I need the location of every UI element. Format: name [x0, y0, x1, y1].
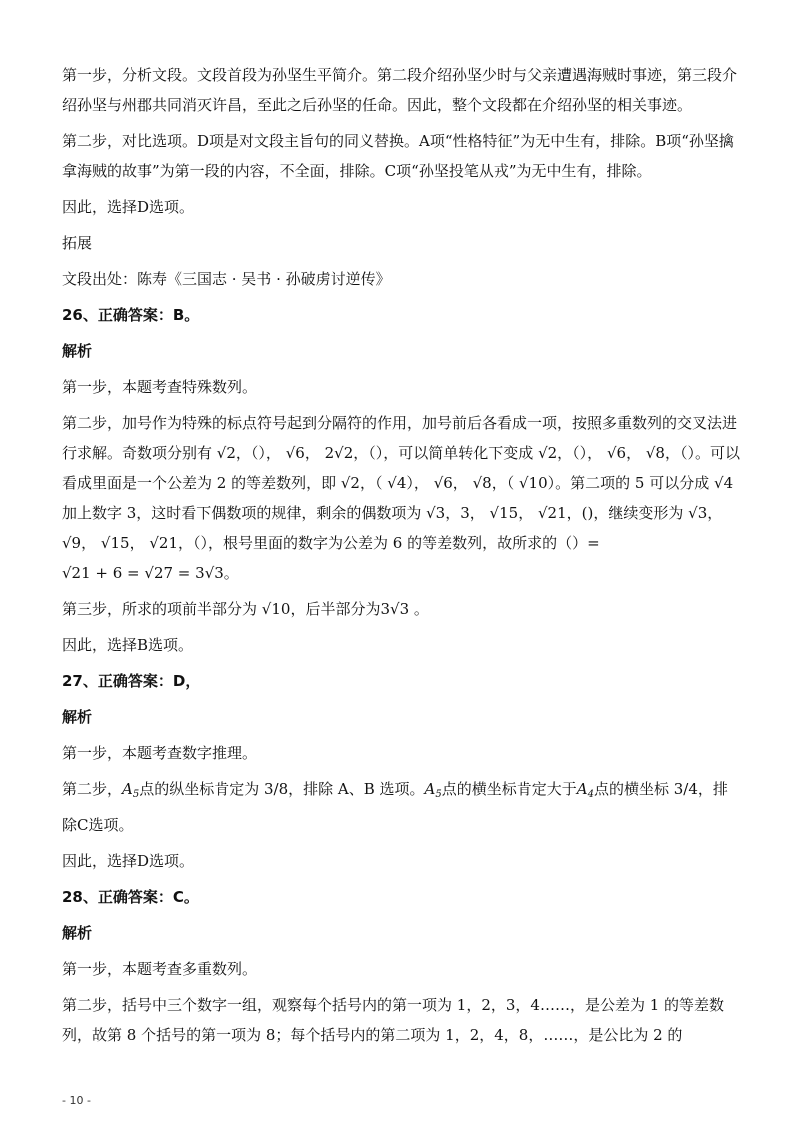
document-page: [62, 60, 742, 1056]
q28-step2: 第二步，括号中三个数字一组，观察每个括号内的第一项为 1，2，3，4……，是公差为 1 的等差数列，故第 8 个括号的第一项为 8；每个括号内的第二项为 1，2，4，8，……，是公比为 2 的: [62, 996, 725, 1044]
q27-step1: 第一步，本题考查数字推理。: [62, 744, 258, 762]
q26-step3: 第三步，所求的项前半部分为 √10，后半部分为3√3 。: [62, 600, 429, 618]
q27-step2: 第二步，$A_5$点的纵坐标肯定为 3/8，排除 A、B 选项。$A_5$点的横坐标肯定大于$A_4$点的横坐标 3/4，排除C选项。: [62, 780, 728, 834]
math-sqrt3: √3: [426, 504, 446, 522]
math-sqrt10: √10: [519, 474, 548, 492]
math-a4: $A_4$: [576, 780, 594, 800]
math-sqrt15: √15: [489, 504, 519, 522]
math-sqrt21b: √21: [149, 534, 179, 552]
q26-answer-heading: 26、正确答案：B。: [62, 306, 200, 324]
math-sqrt2c: √2: [340, 474, 360, 492]
math-a5b: $A_5$: [424, 780, 442, 800]
q27-conclusion: 因此，选择D选项。: [62, 852, 195, 870]
q27-answer-heading: 27、正确答案：D，: [62, 672, 201, 690]
paragraph-extension-label: 拓展: [62, 234, 93, 252]
math-sqrt8b: √8: [472, 474, 492, 492]
q28-step1: 第一步，本题考查多重数列。: [62, 960, 258, 978]
math-sqrt6b: √6: [606, 444, 627, 462]
math-sqrt3b: √3: [688, 504, 708, 522]
math-final-expression: √21 + 6 = √27 = 3√3: [62, 564, 224, 582]
page-number: - 10 -: [62, 1094, 91, 1107]
math-sqrt21: √21: [538, 504, 567, 522]
paragraph-conclusion: 因此，选择D选项。: [62, 198, 195, 216]
q26-conclusion: 因此，选择B选项。: [62, 636, 194, 654]
math-sqrt8: √8: [645, 444, 665, 462]
math-sqrt2b: √2: [538, 444, 558, 462]
q26-analysis-heading: 解析: [62, 342, 93, 360]
q26-step1: 第一步，本题考查特殊数列。: [62, 378, 258, 396]
math-sqrt15b: √15: [100, 534, 130, 552]
q28-analysis-heading: 解析: [62, 924, 93, 942]
math-sqrt6: √6: [285, 444, 305, 462]
q28-answer-heading: 28、正确答案：C。: [62, 888, 199, 906]
q26-step2: 第二步，加号作为特殊的标点符号起到分隔符的作用，加号前后各看成一项，按照多重数列的交叉法进行求解。奇数项分别有 √2，（）， √6， 2√2，（），可以简单转化下变成 √2，（）， √6， √8，（）。可以看成里面是一个公差为 2 的等差数列，即 √2，（ √4）， √6， √8，（ √10）。第二项的 5 可以分成 √4 加上数字 3，这时看下偶数项的规律，剩余的偶数项为 √3，3， √15， √21，()，继续变形为 √3， √9， √15， √21，（），根号里面的数字为公差为 6 的等差数列，故所求的（）= √21 + 6 = √27 = 3√3。: [62, 414, 740, 582]
q27-analysis-heading: 解析: [62, 708, 93, 726]
math-sqrt10b: √10: [261, 600, 291, 618]
paragraph-step2: 第二步，对比选项。D项是对文段主旨句的同义替换。A项“性格特征”为无中生有，排除。B项“孙坚擒拿海贼的故事”为第一段的内容，不全面，排除。C项“孙坚投笔从戎”为无中生有，排除。: [62, 132, 734, 180]
paragraph-step1: 第一步，分析文段。文段首段为孙坚生平简介。第二段介绍孙坚少时与父亲遭遇海贼时事迹，第三段介绍孙坚与州郡共同消灭许昌，至此之后孙坚的任命。因此，整个文段都在介绍孙坚的相关事迹。: [62, 66, 738, 114]
math-sqrt2: √2: [216, 444, 236, 462]
math-a5: $A_5$: [122, 780, 140, 800]
math-sqrt9: √9: [62, 534, 82, 552]
paragraph-source: 文段出处：陈寿《三国志 · 吴书 · 孙破虏讨逆传》: [62, 270, 391, 288]
math-sqrt4: √4: [387, 474, 407, 492]
math-3sqrt3: 3√3: [380, 600, 410, 618]
math-sqrt4b: √4: [714, 474, 734, 492]
math-2sqrt2: 2√2: [324, 444, 354, 462]
math-sqrt6c: √6: [433, 474, 453, 492]
